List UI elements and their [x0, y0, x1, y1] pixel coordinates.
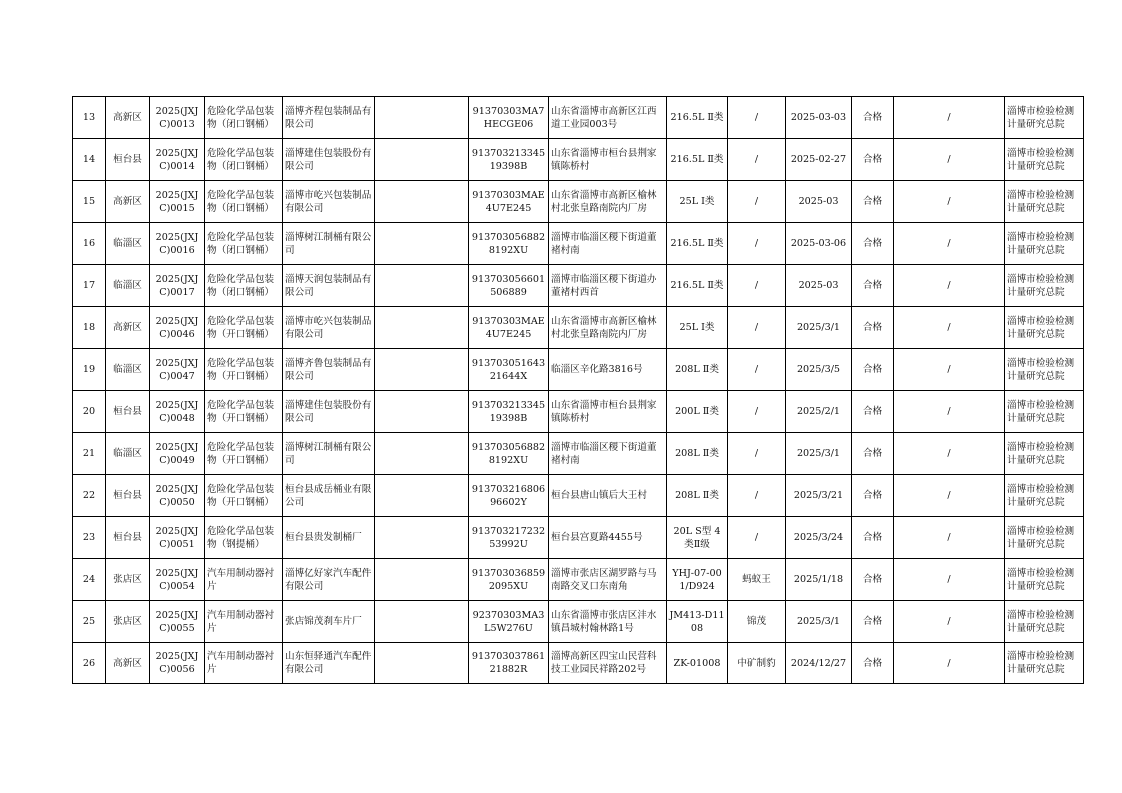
table-row: [73, 475, 1084, 517]
inspection-org-cell: 淄博市检验检测计量研究总院: [1005, 265, 1084, 307]
inspection-result-cell: 合格: [852, 265, 894, 307]
company-name-cell: 桓台县贵发制桶厂: [283, 517, 375, 559]
production-date-cell: 2025/3/24: [786, 517, 852, 559]
product-name-cell: 汽车用制动器衬片: [205, 601, 283, 643]
production-date-cell: 2025/2/1: [786, 391, 852, 433]
brand-cell: /: [728, 265, 786, 307]
remark-cell: /: [894, 391, 1005, 433]
specification-cell: 208L Ⅱ类: [667, 349, 728, 391]
inspection-result-cell: 合格: [852, 307, 894, 349]
inspection-result-cell: 合格: [852, 601, 894, 643]
company-address-cell: 淄博市张店区湖罗路与马南路交叉口东南角: [549, 559, 667, 601]
blank-cell-cell: [375, 433, 469, 475]
blank-cell-cell: [375, 349, 469, 391]
credit-code-cell: 9137030568828192XU: [469, 223, 549, 265]
table-row: [73, 643, 1084, 684]
row-number-cell: 24: [73, 559, 106, 601]
credit-code-cell: 91370303MAE4U7E245: [469, 307, 549, 349]
credit-code-cell: 91370305164321644X: [469, 349, 549, 391]
company-name-cell: 淄博建佳包装股份有限公司: [283, 139, 375, 181]
sample-code-cell: 2025(JXJC)0017: [150, 265, 205, 307]
specification-cell: 216.5L Ⅱ类: [667, 265, 728, 307]
brand-cell: /: [728, 181, 786, 223]
sample-code-cell: 2025(JXJC)0015: [150, 181, 205, 223]
product-name-cell: 危险化学品包装物（开口钢桶）: [205, 349, 283, 391]
remark-cell: /: [894, 433, 1005, 475]
credit-code-cell: 91370321680696602Y: [469, 475, 549, 517]
inspection-org-cell: 淄博市检验检测计量研究总院: [1005, 349, 1084, 391]
product-name-cell: 危险化学品包装物（闭口钢桶）: [205, 139, 283, 181]
blank-cell-cell: [375, 559, 469, 601]
remark-cell: /: [894, 475, 1005, 517]
specification-cell: 208L Ⅱ类: [667, 475, 728, 517]
product-name-cell: 汽车用制动器衬片: [205, 643, 283, 684]
company-name-cell: 淄博树江制桶有限公司: [283, 433, 375, 475]
production-date-cell: 2025/3/1: [786, 307, 852, 349]
inspection-result-cell: 合格: [852, 517, 894, 559]
company-address-cell: 桓台县宫夏路4455号: [549, 517, 667, 559]
company-name-cell: 淄博亿好家汽车配件有限公司: [283, 559, 375, 601]
production-date-cell: 2025-03-06: [786, 223, 852, 265]
blank-cell-cell: [375, 265, 469, 307]
credit-code-cell: 91370321334519398B: [469, 391, 549, 433]
table-row: [73, 349, 1084, 391]
production-date-cell: 2025/3/21: [786, 475, 852, 517]
inspection-org-cell: 淄博市检验检测计量研究总院: [1005, 139, 1084, 181]
remark-cell: /: [894, 97, 1005, 139]
row-number-cell: 16: [73, 223, 106, 265]
table-row: [73, 559, 1084, 601]
row-number-cell: 21: [73, 433, 106, 475]
district-cell: 高新区: [106, 97, 150, 139]
company-name-cell: 淄博建佳包装股份有限公司: [283, 391, 375, 433]
inspection-org-cell: 淄博市检验检测计量研究总院: [1005, 307, 1084, 349]
blank-cell-cell: [375, 517, 469, 559]
product-name-cell: 危险化学品包装物（开口钢桶）: [205, 391, 283, 433]
specification-cell: 25L Ⅰ类: [667, 181, 728, 223]
company-address-cell: 山东省淄博市高新区江西道工业园003号: [549, 97, 667, 139]
blank-cell-cell: [375, 223, 469, 265]
brand-cell: /: [728, 97, 786, 139]
brand-cell: /: [728, 223, 786, 265]
production-date-cell: 2025-03: [786, 265, 852, 307]
sample-code-cell: 2025(JXJC)0054: [150, 559, 205, 601]
company-address-cell: 淄博市临淄区稷下街道办董褚村西首: [549, 265, 667, 307]
district-cell: 临淄区: [106, 265, 150, 307]
production-date-cell: 2025/3/1: [786, 433, 852, 475]
specification-cell: 200L Ⅱ类: [667, 391, 728, 433]
district-cell: 高新区: [106, 643, 150, 684]
sample-code-cell: 2025(JXJC)0013: [150, 97, 205, 139]
brand-cell: /: [728, 475, 786, 517]
credit-code-cell: 91370321334519398B: [469, 139, 549, 181]
company-address-cell: 山东省淄博市桓台县荆家镇陈桥村: [549, 139, 667, 181]
brand-cell: /: [728, 139, 786, 181]
company-name-cell: 淄博天润包装制品有限公司: [283, 265, 375, 307]
district-cell: 桓台县: [106, 517, 150, 559]
table-row: [73, 307, 1084, 349]
table-row: [73, 433, 1084, 475]
row-number-cell: 15: [73, 181, 106, 223]
brand-cell: /: [728, 349, 786, 391]
table-row: [73, 391, 1084, 433]
inspection-results-table: [72, 96, 1084, 684]
district-cell: 临淄区: [106, 433, 150, 475]
inspection-result-cell: 合格: [852, 433, 894, 475]
blank-cell-cell: [375, 475, 469, 517]
product-name-cell: 危险化学品包装物（开口钢桶）: [205, 475, 283, 517]
product-name-cell: 汽车用制动器衬片: [205, 559, 283, 601]
remark-cell: /: [894, 265, 1005, 307]
district-cell: 高新区: [106, 307, 150, 349]
row-number-cell: 23: [73, 517, 106, 559]
inspection-org-cell: 淄博市检验检测计量研究总院: [1005, 391, 1084, 433]
credit-code-cell: 92370303MA3L5W276U: [469, 601, 549, 643]
sample-code-cell: 2025(JXJC)0046: [150, 307, 205, 349]
company-address-cell: 山东省淄博市高新区榆林村北张皇路南院内厂房: [549, 307, 667, 349]
remark-cell: /: [894, 181, 1005, 223]
inspection-org-cell: 淄博市检验检测计量研究总院: [1005, 433, 1084, 475]
sample-code-cell: 2025(JXJC)0050: [150, 475, 205, 517]
inspection-result-cell: 合格: [852, 559, 894, 601]
product-name-cell: 危险化学品包装物（闭口钢桶）: [205, 181, 283, 223]
inspection-result-cell: 合格: [852, 139, 894, 181]
company-address-cell: 桓台县唐山镇后大王村: [549, 475, 667, 517]
credit-code-cell: 91370303786121882R: [469, 643, 549, 684]
product-name-cell: 危险化学品包装物（闭口钢桶）: [205, 265, 283, 307]
sample-code-cell: 2025(JXJC)0051: [150, 517, 205, 559]
blank-cell-cell: [375, 391, 469, 433]
inspection-org-cell: 淄博市检验检测计量研究总院: [1005, 559, 1084, 601]
row-number-cell: 17: [73, 265, 106, 307]
specification-cell: 25L Ⅰ类: [667, 307, 728, 349]
blank-cell-cell: [375, 307, 469, 349]
table-row: [73, 265, 1084, 307]
table-row: [73, 601, 1084, 643]
remark-cell: /: [894, 139, 1005, 181]
specification-cell: 216.5L Ⅱ类: [667, 223, 728, 265]
remark-cell: /: [894, 601, 1005, 643]
brand-cell: /: [728, 307, 786, 349]
district-cell: 张店区: [106, 601, 150, 643]
sample-code-cell: 2025(JXJC)0056: [150, 643, 205, 684]
brand-cell: 蚂蚁王: [728, 559, 786, 601]
district-cell: 张店区: [106, 559, 150, 601]
inspection-result-cell: 合格: [852, 391, 894, 433]
production-date-cell: 2025/3/1: [786, 601, 852, 643]
production-date-cell: 2025-02-27: [786, 139, 852, 181]
credit-code-cell: 9137030368592095XU: [469, 559, 549, 601]
specification-cell: 216.5L Ⅱ类: [667, 139, 728, 181]
remark-cell: /: [894, 307, 1005, 349]
company-address-cell: 山东省淄博市高新区榆林村北张皇路南院内厂房: [549, 181, 667, 223]
production-date-cell: 2025/1/18: [786, 559, 852, 601]
inspection-result-cell: 合格: [852, 475, 894, 517]
table-row: [73, 181, 1084, 223]
district-cell: 临淄区: [106, 223, 150, 265]
inspection-org-cell: 淄博市检验检测计量研究总院: [1005, 601, 1084, 643]
product-name-cell: 危险化学品包装物（开口钢桶）: [205, 307, 283, 349]
inspection-org-cell: 淄博市检验检测计量研究总院: [1005, 181, 1084, 223]
company-name-cell: 桓台县成岳桶业有限公司: [283, 475, 375, 517]
remark-cell: /: [894, 223, 1005, 265]
sample-code-cell: 2025(JXJC)0047: [150, 349, 205, 391]
brand-cell: /: [728, 391, 786, 433]
inspection-org-cell: 淄博市检验检测计量研究总院: [1005, 223, 1084, 265]
inspection-org-cell: 淄博市检验检测计量研究总院: [1005, 475, 1084, 517]
district-cell: 临淄区: [106, 349, 150, 391]
row-number-cell: 18: [73, 307, 106, 349]
inspection-result-cell: 合格: [852, 223, 894, 265]
blank-cell-cell: [375, 601, 469, 643]
row-number-cell: 14: [73, 139, 106, 181]
specification-cell: 216.5L Ⅱ类: [667, 97, 728, 139]
table-row: [73, 139, 1084, 181]
table-row: [73, 517, 1084, 559]
company-address-cell: 山东省淄博市桓台县荆家镇陈桥村: [549, 391, 667, 433]
company-name-cell: 张店锦茂刹车片厂: [283, 601, 375, 643]
company-address-cell: 淄博高新区四宝山民营科技工业园民祥路202号: [549, 643, 667, 684]
production-date-cell: 2025-03: [786, 181, 852, 223]
company-name-cell: 淄博市屹兴包装制品有限公司: [283, 307, 375, 349]
remark-cell: /: [894, 643, 1005, 684]
inspection-result-cell: 合格: [852, 643, 894, 684]
sample-code-cell: 2025(JXJC)0049: [150, 433, 205, 475]
district-cell: 桓台县: [106, 475, 150, 517]
company-address-cell: 淄博市临淄区稷下街道董褚村南: [549, 433, 667, 475]
brand-cell: /: [728, 433, 786, 475]
specification-cell: YHJ-07-001/D924: [667, 559, 728, 601]
inspection-result-cell: 合格: [852, 97, 894, 139]
brand-cell: 中矿制豹: [728, 643, 786, 684]
sample-code-cell: 2025(JXJC)0016: [150, 223, 205, 265]
inspection-result-cell: 合格: [852, 181, 894, 223]
district-cell: 桓台县: [106, 391, 150, 433]
product-name-cell: 危险化学品包装物（闭口钢桶）: [205, 97, 283, 139]
production-date-cell: 2025/3/5: [786, 349, 852, 391]
blank-cell-cell: [375, 97, 469, 139]
inspection-org-cell: 淄博市检验检测计量研究总院: [1005, 517, 1084, 559]
sample-code-cell: 2025(JXJC)0055: [150, 601, 205, 643]
company-address-cell: 山东省淄博市张店区沣水镇昌城村翰林路1号: [549, 601, 667, 643]
company-name-cell: 山东恒驿通汽车配件有限公司: [283, 643, 375, 684]
remark-cell: /: [894, 559, 1005, 601]
row-number-cell: 26: [73, 643, 106, 684]
company-name-cell: 淄博齐程包装制品有限公司: [283, 97, 375, 139]
credit-code-cell: 91370321723253992U: [469, 517, 549, 559]
product-name-cell: 危险化学品包装物（开口钢桶）: [205, 433, 283, 475]
sample-code-cell: 2025(JXJC)0014: [150, 139, 205, 181]
credit-code-cell: 91370303MA7HECGE06: [469, 97, 549, 139]
table-row: [73, 223, 1084, 265]
credit-code-cell: 91370303MAE4U7E245: [469, 181, 549, 223]
row-number-cell: 19: [73, 349, 106, 391]
inspection-org-cell: 淄博市检验检测计量研究总院: [1005, 97, 1084, 139]
company-address-cell: 临淄区辛化路3816号: [549, 349, 667, 391]
district-cell: 高新区: [106, 181, 150, 223]
row-number-cell: 25: [73, 601, 106, 643]
table-row: [73, 97, 1084, 139]
blank-cell-cell: [375, 181, 469, 223]
remark-cell: /: [894, 517, 1005, 559]
specification-cell: 208L Ⅱ类: [667, 433, 728, 475]
credit-code-cell: 9137030568828192XU: [469, 433, 549, 475]
blank-cell-cell: [375, 643, 469, 684]
brand-cell: /: [728, 517, 786, 559]
specification-cell: JM413-D1108: [667, 601, 728, 643]
production-date-cell: 2024/12/27: [786, 643, 852, 684]
specification-cell: 20L S型 4类Ⅱ级: [667, 517, 728, 559]
specification-cell: ZK-01008: [667, 643, 728, 684]
inspection-result-cell: 合格: [852, 349, 894, 391]
company-name-cell: 淄博齐鲁包装制品有限公司: [283, 349, 375, 391]
brand-cell: 锦茂: [728, 601, 786, 643]
row-number-cell: 22: [73, 475, 106, 517]
remark-cell: /: [894, 349, 1005, 391]
company-address-cell: 淄博市临淄区稷下街道董褚村南: [549, 223, 667, 265]
district-cell: 桓台县: [106, 139, 150, 181]
credit-code-cell: 913703056601506889: [469, 265, 549, 307]
company-name-cell: 淄博市屹兴包装制品有限公司: [283, 181, 375, 223]
inspection-org-cell: 淄博市检验检测计量研究总院: [1005, 643, 1084, 684]
blank-cell-cell: [375, 139, 469, 181]
product-name-cell: 危险化学品包装物（闭口钢桶）: [205, 223, 283, 265]
company-name-cell: 淄博树江制桶有限公司: [283, 223, 375, 265]
row-number-cell: 13: [73, 97, 106, 139]
product-name-cell: 危险化学品包装物（钢提桶）: [205, 517, 283, 559]
row-number-cell: 20: [73, 391, 106, 433]
sample-code-cell: 2025(JXJC)0048: [150, 391, 205, 433]
production-date-cell: 2025-03-03: [786, 97, 852, 139]
